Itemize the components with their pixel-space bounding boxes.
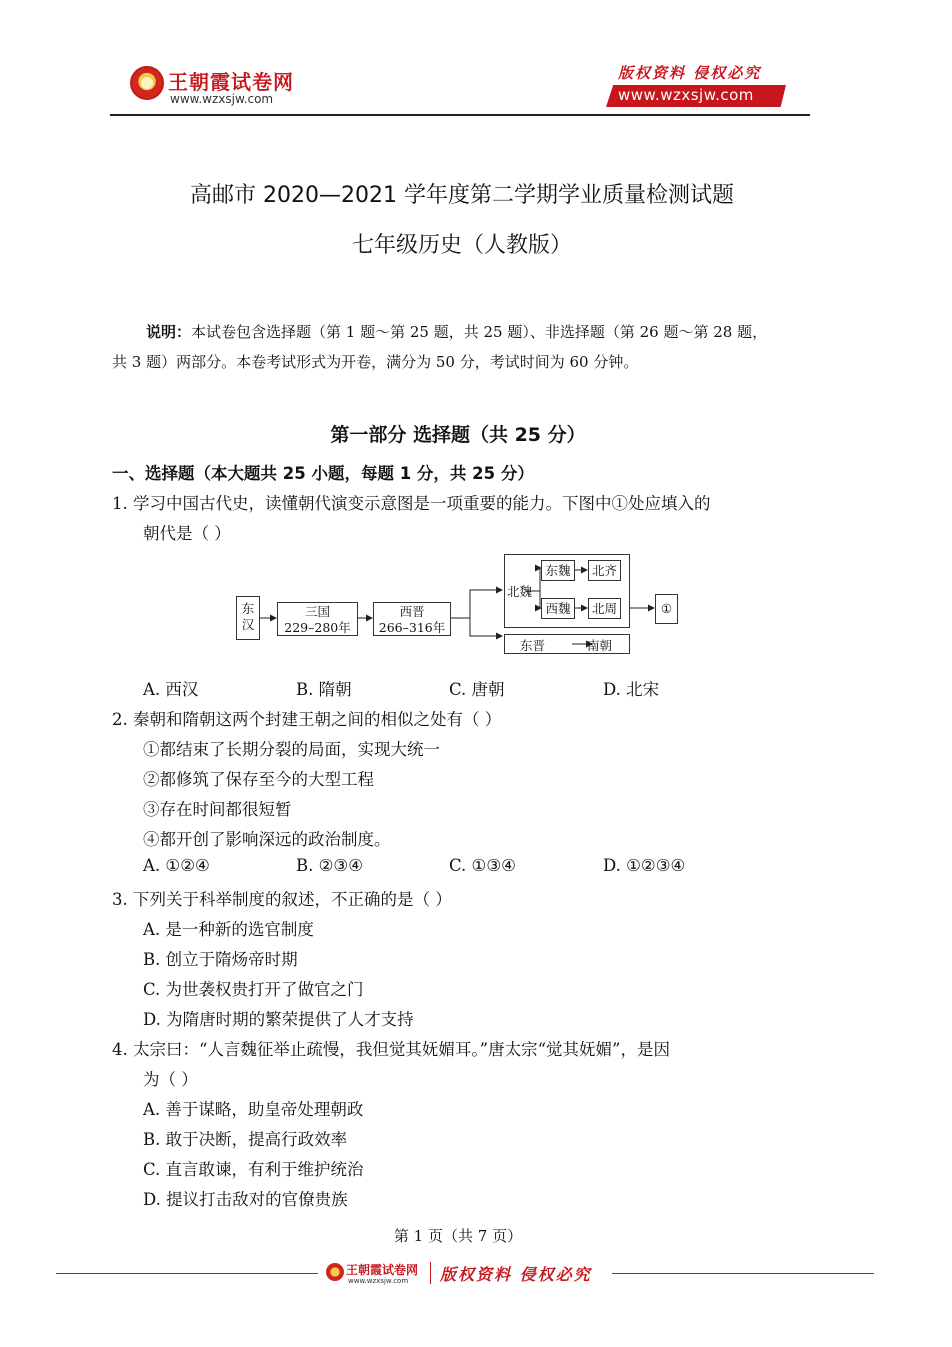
q2-option-d[interactable]: D. ①②③④: [603, 856, 686, 875]
q2-option-b[interactable]: B. ②③④: [296, 856, 363, 875]
box-xiwei: 西魏: [541, 598, 575, 619]
q1-option-a[interactable]: A. 西汉: [143, 680, 199, 699]
url-banner[interactable]: www.wzxsjw.com: [618, 86, 754, 104]
sanguo-years: 229–280年: [284, 620, 351, 635]
q4-option-a[interactable]: A. 善于谋略，助皇帝处理朝政: [143, 1100, 364, 1119]
instructions-label: 说明：: [146, 323, 192, 341]
q1-option-c[interactable]: C. 唐朝: [449, 680, 505, 699]
footer-rule-right: [612, 1273, 874, 1274]
q1-stem-cont: 朝代是（ ）: [143, 524, 231, 543]
xijin-years: 266–316年: [378, 620, 446, 635]
q2-item-3: ③存在时间都很短暂: [143, 800, 292, 819]
site-logo-url: www.wzxsjw.com: [170, 92, 274, 106]
part-title: 第一部分 选择题（共 25 分）: [330, 424, 586, 446]
q4-stem-cont: 为（ ）: [143, 1070, 198, 1089]
q3-option-a[interactable]: A. 是一种新的选官制度: [143, 920, 314, 939]
box-target: ①: [655, 594, 678, 624]
q4-option-b[interactable]: B. 敢于决断，提高行政效率: [143, 1130, 348, 1149]
box-sanguo: [277, 602, 358, 636]
label-beiwei: 北魏: [507, 584, 533, 599]
q2-option-a[interactable]: A. ①②④: [143, 856, 210, 875]
q1-option-d[interactable]: D. 北宋: [603, 680, 660, 699]
box-dongwei: 东魏: [541, 560, 575, 581]
box-donghan: 东 汉: [236, 596, 260, 640]
dynasty-diagram: [230, 548, 690, 658]
q2-item-2: ②都修筑了保存至今的大型工程: [143, 770, 374, 789]
footer-copyright: 版权资料 侵权必究: [440, 1265, 592, 1284]
box-beizhou: 北周: [588, 598, 621, 619]
q3-option-c[interactable]: C. 为世袭权贵打开了做官之门: [143, 980, 364, 999]
q3-option-d[interactable]: D. 为隋唐时期的繁荣提供了人才支持: [143, 1010, 414, 1029]
label-nanchao: 南朝: [587, 638, 613, 653]
q2-stem: 2. 秦朝和隋朝这两个封建王朝之间的相似之处有（ ）: [112, 710, 502, 729]
q2-item-1: ①都结束了长期分裂的局面，实现大统一: [143, 740, 440, 759]
q2-item-4: ④都开创了影响深远的政治制度。: [143, 830, 391, 849]
site-logo-name: 王朝霞试卷网: [168, 70, 294, 94]
exam-subtitle: 七年级历史（人教版）: [351, 233, 572, 258]
q3-option-b[interactable]: B. 创立于隋炀帝时期: [143, 950, 298, 969]
instructions-text-1: 本试卷包含选择题（第 1 题～第 25 题，共 25 题）、非选择题（第 26 题～第 28 题，: [191, 323, 768, 341]
exam-title: 高邮市 2020—2021 学年度第二学期学业质量检测试题: [190, 183, 734, 208]
footer-logo-url: www.wzxsjw.com: [348, 1277, 409, 1285]
footer-logo-icon: [326, 1263, 344, 1281]
site-logo-icon: [130, 66, 164, 100]
box-xijin: [373, 602, 451, 636]
q4-stem: 4. 太宗曰：“人言魏征举止疏慢，我但觉其妩媚耳。”唐太宗“觉其妩媚”，是因: [112, 1040, 670, 1059]
footer-rule-left: [56, 1273, 318, 1274]
instructions-line-1: [146, 321, 767, 342]
footer-logo-name: 王朝霞试卷网: [346, 1263, 419, 1277]
q2-option-c[interactable]: C. ①③④: [449, 856, 516, 875]
q4-option-c[interactable]: C. 直言敢谏，有利于维护统治: [143, 1160, 364, 1179]
box-beiqi: 北齐: [588, 560, 621, 581]
q1-stem: 1. 学习中国古代史，读懂朝代演变示意图是一项重要的能力。下图中①处应填入的: [112, 494, 711, 513]
copyright-notice: 版权资料 侵权必究: [618, 64, 762, 82]
page-number: 第 1 页（共 7 页）: [393, 1227, 523, 1245]
q1-option-b[interactable]: B. 隋朝: [296, 680, 352, 699]
instructions-line-2: 共 3 题）两部分。本卷考试形式为开卷，满分为 50 分，考试时间为 60 分钟。: [112, 353, 639, 371]
header-divider: [110, 114, 810, 116]
footer-separator: [430, 1262, 431, 1284]
sanguo-name: 三国: [304, 604, 330, 619]
q4-option-d[interactable]: D. 提议打击敌对的官僚贵族: [143, 1190, 348, 1209]
section-title: 一、选择题（本大题共 25 小题，每题 1 分，共 25 分）: [112, 464, 534, 483]
label-dongjin: 东晋: [520, 638, 546, 653]
q3-stem: 3. 下列关于科举制度的叙述，不正确的是（ ）: [112, 890, 452, 909]
xijin-name: 西晋: [399, 604, 425, 619]
